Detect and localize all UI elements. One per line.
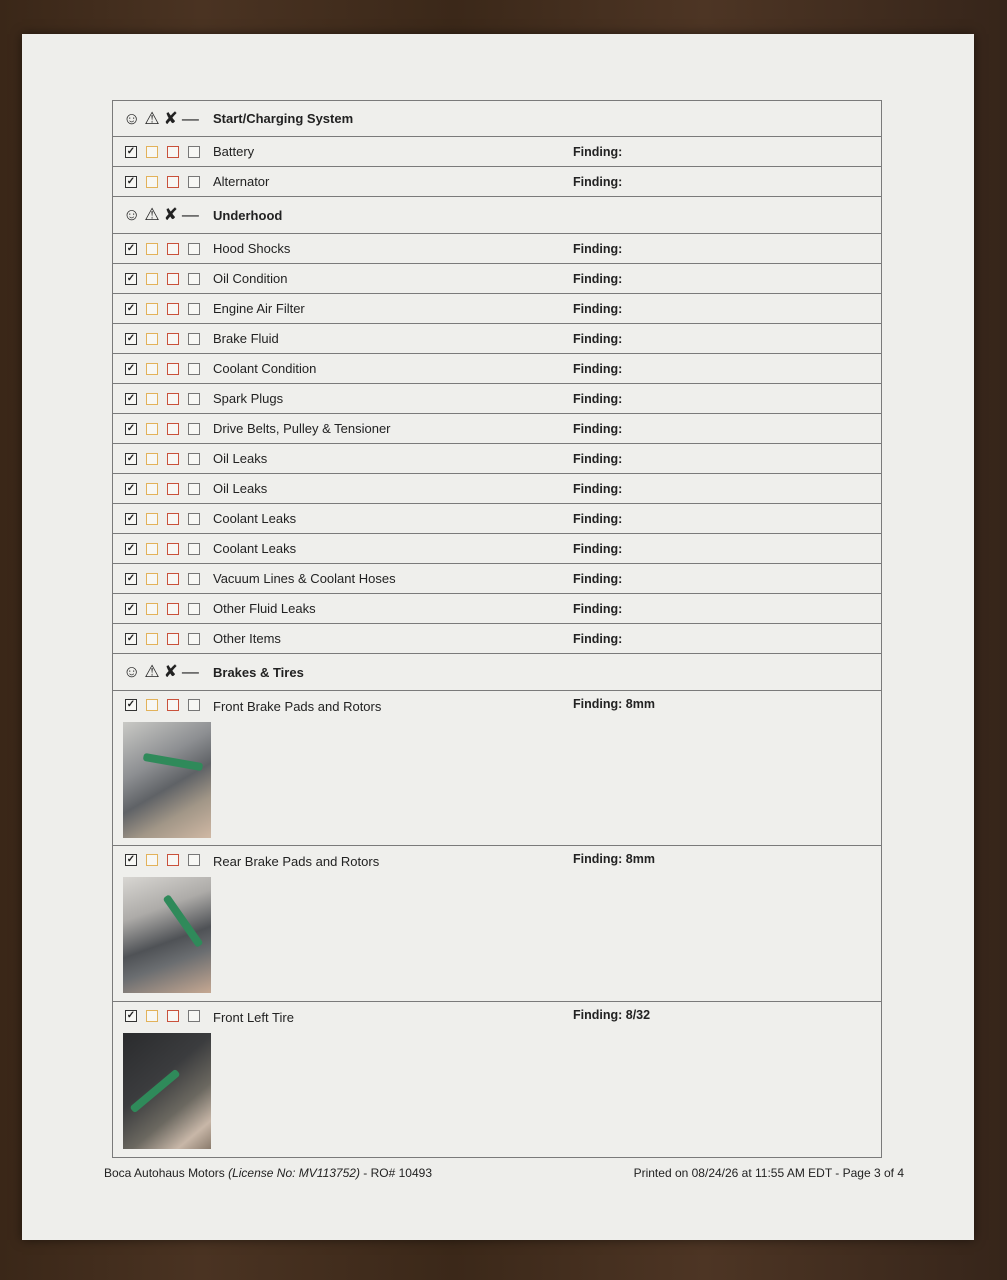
warn-checkbox[interactable] <box>146 699 158 711</box>
item-finding: Finding: <box>573 631 623 646</box>
item-label: Rear Brake Pads and Rotors <box>213 854 380 869</box>
inspection-table <box>112 100 882 1158</box>
item-label: Other Fluid Leaks <box>213 601 316 616</box>
na-checkbox[interactable] <box>188 453 200 465</box>
item-label: Other Items <box>213 631 281 646</box>
ok-checkbox[interactable]: ✓ <box>126 854 136 865</box>
inspection-row <box>112 444 882 474</box>
na-checkbox[interactable] <box>188 603 200 615</box>
item-label: Spark Plugs <box>213 391 284 406</box>
item-label: Oil Leaks <box>213 451 268 466</box>
fail-checkbox[interactable] <box>167 303 179 315</box>
ok-checkbox[interactable]: ✓ <box>126 699 136 710</box>
status-legend <box>123 109 213 129</box>
warn-checkbox[interactable] <box>146 633 158 645</box>
item-finding: Finding: <box>573 174 623 189</box>
warn-checkbox[interactable] <box>146 573 158 585</box>
na-checkbox[interactable] <box>188 363 200 375</box>
fail-checkbox[interactable] <box>167 573 179 585</box>
ok-checkbox[interactable]: ✓ <box>126 145 136 157</box>
status-legend <box>123 205 213 225</box>
inspection-row-with-photo <box>112 691 882 846</box>
smiley-icon: ☺ <box>123 662 141 681</box>
warn-checkbox[interactable] <box>146 303 158 315</box>
ok-checkbox[interactable]: ✓ <box>126 392 136 404</box>
section-title: Start/Charging System <box>213 111 354 126</box>
brake-photo[interactable] <box>123 877 211 993</box>
item-finding: Finding: <box>573 271 623 286</box>
item-finding: Finding: <box>573 481 623 496</box>
status-legend <box>123 662 213 682</box>
fail-checkbox[interactable] <box>167 423 179 435</box>
item-label: Alternator <box>213 174 270 189</box>
section-title: Brakes & Tires <box>213 664 304 680</box>
na-checkbox[interactable] <box>188 303 200 315</box>
warn-checkbox[interactable] <box>146 453 158 465</box>
inspection-row <box>112 504 882 534</box>
warn-checkbox[interactable] <box>146 1010 158 1022</box>
item-label: Battery <box>213 144 255 159</box>
item-label: Hood Shocks <box>213 241 291 256</box>
fail-checkbox[interactable] <box>167 363 179 375</box>
na-checkbox[interactable] <box>188 854 200 866</box>
item-label: Oil Leaks <box>213 481 268 496</box>
fail-checkbox[interactable] <box>167 273 179 285</box>
warning-icon: ⚠ <box>144 662 160 681</box>
item-finding: Finding: 8/32 <box>573 1008 651 1022</box>
license-number: (License No: MV113752) <box>228 1166 360 1180</box>
item-finding: Finding: <box>573 361 623 376</box>
ok-checkbox[interactable]: ✓ <box>126 332 136 344</box>
inspection-row <box>112 624 882 654</box>
item-finding: Finding: <box>573 571 623 586</box>
na-checkbox[interactable] <box>188 573 200 585</box>
inspection-row <box>112 384 882 414</box>
item-finding: Finding: <box>573 144 623 159</box>
item-finding: Finding: <box>573 391 623 406</box>
warn-checkbox[interactable] <box>146 176 158 188</box>
fail-checkbox[interactable] <box>167 176 179 188</box>
section-header-charging <box>112 100 882 137</box>
na-checkbox[interactable] <box>188 333 200 345</box>
item-label: Coolant Leaks <box>213 511 297 526</box>
item-finding: Finding: <box>573 421 623 436</box>
inspection-row <box>112 474 882 504</box>
na-checkbox[interactable] <box>188 273 200 285</box>
item-label: Vacuum Lines & Coolant Hoses <box>213 571 396 586</box>
item-finding: Finding: <box>573 301 623 316</box>
warn-checkbox[interactable] <box>146 854 158 866</box>
ok-checkbox[interactable]: ✓ <box>126 602 136 614</box>
warn-checkbox[interactable] <box>146 243 158 255</box>
inspection-row <box>112 564 882 594</box>
ok-checkbox[interactable]: ✓ <box>126 1010 136 1021</box>
inspection-row <box>112 264 882 294</box>
ok-checkbox[interactable]: ✓ <box>126 302 136 314</box>
inspection-row <box>112 534 882 564</box>
print-info: Printed on 08/24/26 at 11:55 AM EDT - Page 3 of 4 <box>633 1166 904 1180</box>
warn-checkbox[interactable] <box>146 273 158 285</box>
warning-icon: ⚠ <box>144 108 160 128</box>
dash-icon: — <box>181 205 199 224</box>
fail-checkbox[interactable] <box>167 483 179 495</box>
ok-checkbox[interactable]: ✓ <box>126 452 136 464</box>
dash-icon: — <box>181 662 199 681</box>
warning-icon: ⚠ <box>144 205 160 224</box>
item-finding: Finding: <box>573 451 623 466</box>
warn-checkbox[interactable] <box>146 603 158 615</box>
warn-checkbox[interactable] <box>146 333 158 345</box>
ok-checkbox[interactable]: ✓ <box>126 632 136 644</box>
ok-checkbox[interactable]: ✓ <box>126 422 136 434</box>
inspection-row <box>112 137 882 167</box>
ok-checkbox[interactable]: ✓ <box>126 175 136 187</box>
fail-checkbox[interactable] <box>167 513 179 525</box>
x-icon: ✘ <box>163 662 178 681</box>
inspection-row-with-photo <box>112 846 882 1002</box>
inspection-row <box>112 294 882 324</box>
warn-checkbox[interactable] <box>146 423 158 435</box>
smiley-icon: ☺ <box>123 205 141 224</box>
fail-checkbox[interactable] <box>167 146 179 158</box>
item-finding: Finding: <box>573 541 623 556</box>
inspection-row <box>112 414 882 444</box>
na-checkbox[interactable] <box>188 699 200 711</box>
item-finding: Finding: <box>573 241 623 256</box>
paper-sheet <box>22 34 974 1240</box>
x-icon: ✘ <box>163 108 178 128</box>
item-label: Coolant Leaks <box>213 541 297 556</box>
item-label: Coolant Condition <box>213 361 317 376</box>
warn-checkbox[interactable] <box>146 513 158 525</box>
fail-checkbox[interactable] <box>167 543 179 555</box>
inspection-row <box>112 167 882 197</box>
na-checkbox[interactable] <box>188 633 200 645</box>
item-label: Front Left Tire <box>213 1010 294 1025</box>
ok-checkbox[interactable]: ✓ <box>126 572 136 584</box>
fail-checkbox[interactable] <box>167 633 179 645</box>
fail-checkbox[interactable] <box>167 333 179 345</box>
warn-checkbox[interactable] <box>146 483 158 495</box>
na-checkbox[interactable] <box>188 423 200 435</box>
item-label: Drive Belts, Pulley & Tensioner <box>213 421 391 436</box>
smiley-icon: ☺ <box>123 108 141 128</box>
shop-name: Boca Autohaus Motors <box>104 1166 225 1180</box>
section-title: Underhood <box>213 207 283 223</box>
na-checkbox[interactable] <box>188 1010 200 1022</box>
tire-photo[interactable] <box>123 1033 211 1149</box>
inspection-row <box>112 594 882 624</box>
x-icon: ✘ <box>163 205 178 224</box>
item-label: Brake Fluid <box>213 331 279 346</box>
item-label: Oil Condition <box>213 271 288 286</box>
na-checkbox[interactable] <box>188 146 200 158</box>
section-header-brakes-tires <box>112 654 882 691</box>
fail-checkbox[interactable] <box>167 603 179 615</box>
item-label: Front Brake Pads and Rotors <box>213 699 382 714</box>
brake-photo[interactable] <box>123 722 211 838</box>
fail-checkbox[interactable] <box>167 699 179 711</box>
item-finding: Finding: <box>573 511 623 526</box>
footer-shop-info <box>104 1166 432 1180</box>
warn-checkbox[interactable] <box>146 363 158 375</box>
item-finding: Finding: <box>573 601 623 616</box>
item-label: Engine Air Filter <box>213 301 305 316</box>
fail-checkbox[interactable] <box>167 393 179 405</box>
item-finding: Finding: 8mm <box>573 852 655 866</box>
ok-checkbox[interactable]: ✓ <box>126 272 136 284</box>
ok-checkbox[interactable]: ✓ <box>126 512 136 524</box>
ok-checkbox[interactable]: ✓ <box>126 482 136 494</box>
fail-checkbox[interactable] <box>167 243 179 255</box>
fail-checkbox[interactable] <box>167 1010 179 1022</box>
na-checkbox[interactable] <box>188 243 200 255</box>
warn-checkbox[interactable] <box>146 543 158 555</box>
inspection-row <box>112 234 882 264</box>
fail-checkbox[interactable] <box>167 854 179 866</box>
ok-checkbox[interactable]: ✓ <box>126 362 136 374</box>
warn-checkbox[interactable] <box>146 393 158 405</box>
inspection-row-with-photo <box>112 1002 882 1158</box>
ok-checkbox[interactable]: ✓ <box>126 242 136 254</box>
na-checkbox[interactable] <box>188 513 200 525</box>
warn-checkbox[interactable] <box>146 146 158 158</box>
inspection-row <box>112 354 882 384</box>
section-header-underhood <box>112 197 882 234</box>
item-finding: Finding: <box>573 331 623 346</box>
fail-checkbox[interactable] <box>167 453 179 465</box>
na-checkbox[interactable] <box>188 176 200 188</box>
dash-icon: — <box>181 108 199 128</box>
na-checkbox[interactable] <box>188 483 200 495</box>
ok-checkbox[interactable]: ✓ <box>126 542 136 554</box>
item-finding: Finding: 8mm <box>573 697 655 711</box>
inspection-row <box>112 324 882 354</box>
na-checkbox[interactable] <box>188 543 200 555</box>
na-checkbox[interactable] <box>188 393 200 405</box>
page-footer <box>104 1166 904 1180</box>
ro-number: - RO# 10493 <box>363 1166 433 1180</box>
